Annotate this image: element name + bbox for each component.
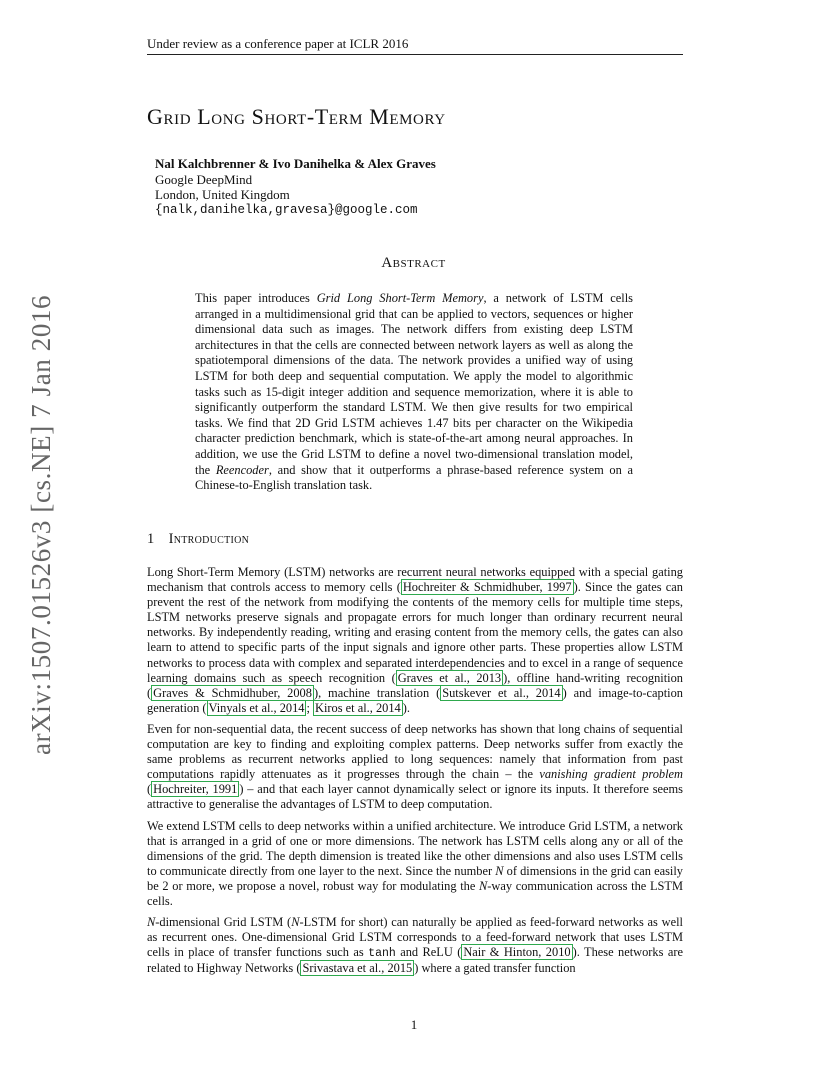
author-affiliation: Google DeepMind	[155, 171, 253, 187]
section-title: Introduction	[168, 531, 250, 547]
citation-link[interactable]: Nair & Hinton, 2010	[463, 945, 571, 960]
paragraph: Long Short-Term Memory (LSTM) networks are recurrent neural networks equipped with a special gating mechanism that controls access to memory cells ( Hochreiter & Schmidhuber, 1997 ). Since the gates can prevent the rest of the network from modifying the contents of the memory cells for multiple time steps, LSTM networks preserve signals and propagate errors for much longer than ordinary recurrent neural networks. By independently reading, writing and erasing content from the memory cells, the gates can also learn to attend to specific parts of the input signals and ignore other parts. These properties allow LSTM networks to process data with complex and separated interdependencies and to excel in a range of sequence learning domains such as speech recognition ( Graves et al., 2013 ), offline hand-writing recognition ( Graves & Schmidhuber, 2008 ), machine translation ( Sutskever et al., 2014 ) and image-to-caption generation ( Vinyals et al., 2014 ; Kiros et al., 2014 ).	[147, 565, 683, 715]
citation-link[interactable]: Hochreiter, 1991	[153, 782, 238, 797]
page-number: 1	[410, 1017, 418, 1032]
paragraph: Even for non-sequential data, the recent success of deep networks has shown that long chains of sequential computation are key to finding and exploiting complex patterns. Deep networks suffer from exactly the same problems as recurrent networks applied to long sequences: namely that information from past computations rapidly attenuates as it progresses through the chain – the vanishing gradient problem ( Hochreiter, 1991 ) – and that each layer cannot dynamically select or ignore its inputs. It therefore seems attractive to generalise the advantages of LSTM to deep computation.	[147, 721, 683, 812]
abstract-text: This paper introduces Grid Long Short-Term Memory, a network of LSTM cells arranged in a multidimensional grid that can be applied to vectors, sequences or higher dimensional data such as images. The network differs from existing deep LSTM architectures in that the cells are connected between network layers as well as along the spatiotemporal dimensions of the data. The network provides a unified way of using LSTM for both deep and sequential computation. We apply the model to algorithmic tasks such as 15-digit integer addition and sequence memorization, where it is able to significantly outperform the standard LSTM. We then give results for two empirical tasks. We find that 2D Grid LSTM achieves 1.47 bits per character on the Wikipedia character prediction benchmark, which is state-of-the-art among neural approaches. In addition, we use the Grid LSTM to define a novel two-dimensional translation model, the Reencoder, and show that it outperforms a phrase-based reference system on a Chinese-to-English translation task.	[195, 291, 633, 493]
author-email[interactable]: {nalk,danihelka,gravesa}@google.com	[155, 202, 418, 217]
citation-link[interactable]: Kiros et al., 2014	[315, 700, 401, 715]
author-block	[155, 156, 436, 218]
author-names: Nal Kalchbrenner & Ivo Danihelka & Alex Graves	[155, 156, 436, 171]
paper-title: Grid Long Short-Term Memory	[147, 104, 446, 129]
abstract-heading: Abstract	[381, 255, 446, 271]
citation-link[interactable]: Sutskever et al., 2014	[442, 685, 561, 700]
paragraph: N-dimensional Grid LSTM (N-LSTM for short) can naturally be applied as feed-forward networks as well as recurrent ones. One-dimensional Grid LSTM corresponds to a feed-forward network that uses LSTM cells in place of transfer functions such as tanh and ReLU ( Nair & Hinton, 2010 ). These networks are related to Highway Networks ( Srivastava et al., 2015 ) where a gated transfer function	[147, 915, 683, 976]
arxiv-identifier[interactable]: arXiv:1507.01526v3 [cs.NE] 7 Jan 2016	[26, 294, 56, 755]
citation-link[interactable]: Hochreiter & Schmidhuber, 1997	[402, 580, 572, 595]
paragraph: We extend LSTM cells to deep networks within a unified architecture. We introduce Grid LSTM, a network that is arranged in a grid of one or more dimensions. The network has LSTM cells along any or all of the dimensions of the grid. The depth dimension is treated like the other dimensions and also uses LSTM cells to communicate directly from one layer to the next. Since the number N of dimensions in the grid can easily be 2 or more, we propose a novel, robust way for modulating the N-way communication across the LSTM cells.	[147, 818, 683, 908]
citation-link[interactable]: Vinyals et al., 2014	[208, 700, 305, 715]
citation-link[interactable]: Graves & Schmidhuber, 2008	[153, 685, 312, 700]
author-location: London, United Kingdom	[155, 187, 290, 202]
running-header: Under review as a conference paper at ICLR 2016	[147, 36, 683, 55]
arxiv-sidebar	[20, 285, 60, 755]
citation-link[interactable]: Srivastava et al., 2015	[302, 961, 413, 976]
introduction-body	[147, 565, 683, 982]
citation-link[interactable]: Graves et al., 2013	[397, 670, 502, 685]
section-number: 1	[147, 531, 155, 547]
section-heading-introduction	[147, 531, 249, 548]
